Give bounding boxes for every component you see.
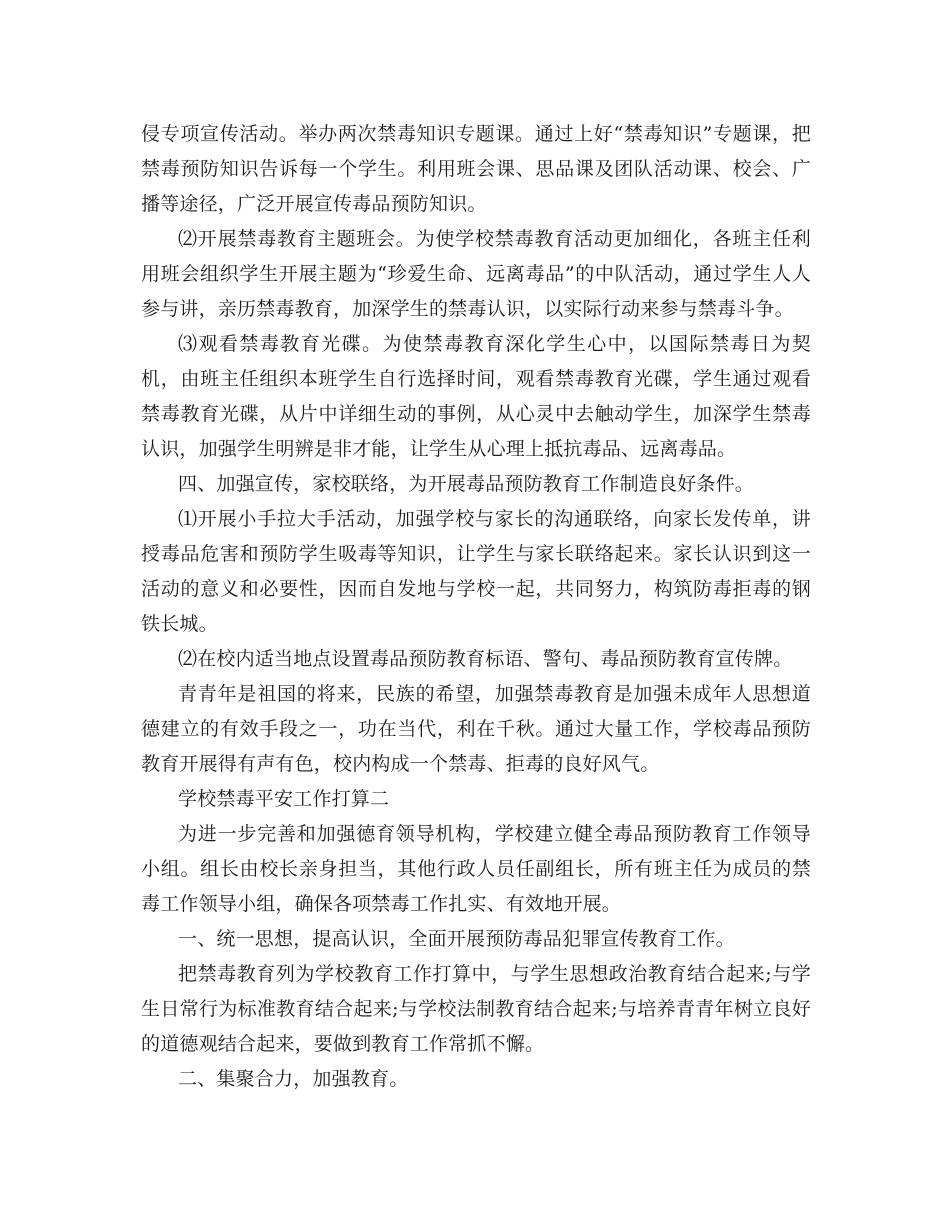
paragraph-continuation: 侵专项宣传活动。举办两次禁毒知识专题课。通过上好“禁毒知识”专题课，把禁毒预防知识告诉每一个学生。利用班会课、思品课及团队活动课、校会、广播等途径，广泛开展宣传毒品预防知识。	[141, 123, 811, 215]
paragraph-item-2: ⑵开展禁毒教育主题班会。为使学校禁毒教育活动更加细化，各班主任利用班会组织学生开展主题为“珍爱生命、远离毒品”的中队活动，通过学生人人参与讲，亲历禁毒教育，加深学生的禁毒认识，以实际行动来参与禁毒斗争。	[141, 228, 811, 320]
section-heading-2: 二、集聚合力，加强教育。	[178, 1068, 409, 1090]
paragraph-section-1: 把禁毒教育列为学校教育工作打算中，与学生思想政治教育结合起来;与学生日常行为标准教育结合起来;与学校法制教育结合起来;与培养青青年树立良好的道德观结合起来，要做到教育工作常抓不懈。	[141, 963, 811, 1055]
paragraph-item-4-2: ⑵在校内适当地点设置毒品预防教育标语、警句、毒品预防教育宣传牌。	[178, 648, 793, 670]
section-heading-1: 一、统一思想，提高认识，全面开展预防毒品犯罪宣传教育工作。	[178, 928, 735, 950]
paragraph-conclusion: 青青年是祖国的将来，民族的希望，加强禁毒教育是加强未成年人思想道德建立的有效手段之一，功在当代，利在千秋。通过大量工作，学校毒品预防教育开展得有声有色，校内构成一个禁毒、拒毒的良好风气。	[141, 683, 811, 775]
document-subtitle: 学校禁毒平安工作打算二	[178, 788, 390, 810]
section-heading-4: 四、加强宣传，家校联络，为开展毒品预防教育工作制造良好条件。	[178, 473, 755, 495]
paragraph-item-4-1: ⑴开展小手拉大手活动，加强学校与家长的沟通联络，向家长发传单，讲授毒品危害和预防学生吸毒等知识，让学生与家长联络起来。家长认识到这一活动的意义和必要性，因而自发地与学校一起，共同努力，构筑防毒拒毒的钢铁长城。	[141, 508, 811, 635]
paragraph-item-3: ⑶观看禁毒教育光碟。为使禁毒教育深化学生心中，以国际禁毒日为契机，由班主任组织本班学生自行选择时间，观看禁毒教育光碟，学生通过观看禁毒教育光碟，从片中详细生动的事例，从心灵中去触动学生，加深学生禁毒认识，加强学生明辨是非才能，让学生从心理上抵抗毒品、远离毒品。	[141, 333, 811, 460]
document-body	[141, 117, 811, 1097]
paragraph-intro: 为进一步完善和加强德育领导机构，学校建立健全毒品预防教育工作领导小组。组长由校长亲身担当，其他行政人员任副组长，所有班主任为成员的禁毒工作领导小组，确保各项禁毒工作扎实、有效地开展。	[141, 823, 811, 915]
